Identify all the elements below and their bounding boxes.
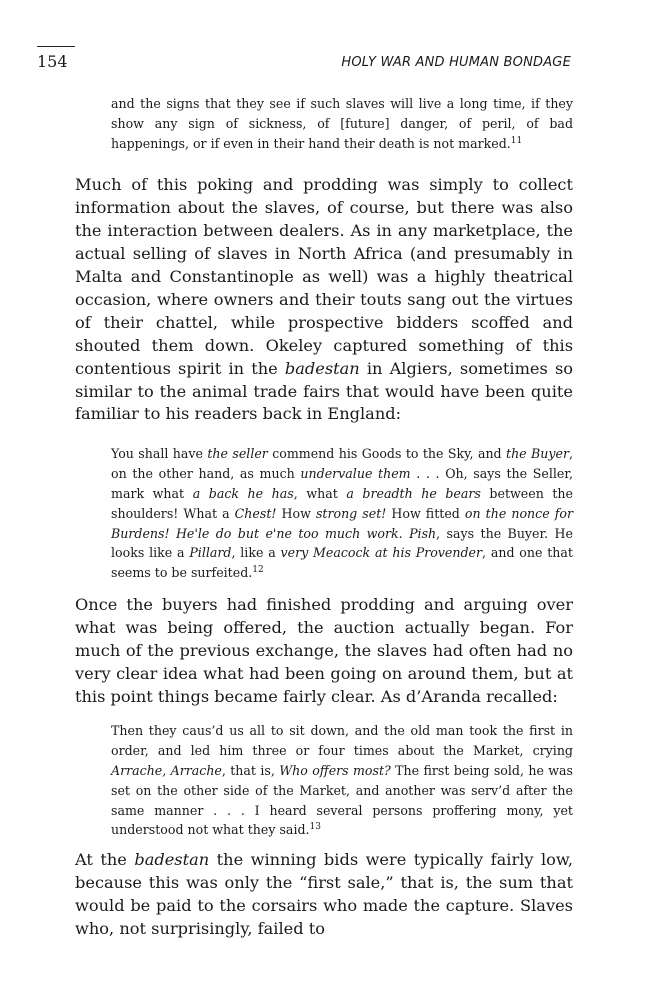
- quote-text: and the signs that they see if such slaves will live a long time, if they show any sign of sickness, of [future] danger, of peril, of bad happenings, or if even in their hand their death is not marked.: [111, 96, 573, 151]
- paragraph-text: in Algiers, sometimes so similar to the animal trade fairs that would have been quite familiar to his readers back in England:: [75, 358, 573, 424]
- italic-phrase: the seller: [207, 446, 268, 462]
- quote-text: , says the Buyer. He looks like a: [111, 525, 573, 561]
- italic-phrase: undervalue them: [300, 466, 411, 482]
- quote-text: Then they caus’d us all to sit down, and the old man took the first in order, and led him three or four times about the Market, crying: [111, 723, 573, 759]
- running-head: HOLY WAR AND HUMAN BONDAGE: [341, 55, 571, 70]
- italic-phrase: strong set!: [315, 505, 387, 521]
- italic-phrase: a breadth he bears: [346, 485, 481, 501]
- italic-phrase: on the nonce for Burdens! He'le do but e'ne too much work.: [111, 505, 573, 541]
- italic-phrase: very Meacock at his Provender: [280, 545, 483, 561]
- italic-phrase: Pillard: [189, 545, 232, 561]
- quote-text: . . . Oh, says the Seller, mark what: [111, 466, 573, 501]
- footnote-ref: 13: [309, 822, 321, 833]
- footnote-ref: 12: [252, 564, 264, 575]
- italic-phrase: the Buyer: [506, 446, 569, 462]
- italic-term: badestan: [134, 850, 210, 870]
- italic-phrase: Chest!: [234, 505, 277, 521]
- italic-term: badestan: [284, 358, 360, 378]
- quote-text: How fitted: [386, 505, 465, 521]
- quote-text: You shall have: [111, 446, 208, 462]
- block-quote-3: [111, 721, 573, 840]
- quote-text: between the shoulders! What a: [111, 485, 573, 521]
- paragraph-text: At the: [75, 850, 135, 870]
- page-content: [75, 94, 573, 941]
- italic-phrase: Who offers most?: [279, 763, 391, 779]
- quote-text: , what: [293, 485, 347, 501]
- paragraph-text: Much of this poking and prodding was simply to collect information about the slaves, of course, but there was also the interaction between dealers. As in any marketplace, the actual selling of slaves in North Africa (and presumably in Malta and Constantinople as well) was a highly theatrical occasion, where owners and their touts sang out the virtues of their chattel, while prospective bidders scoffed and shouted them down. Okeley captured something of this contentious spirit in the: [75, 175, 573, 378]
- block-quote-2: [111, 444, 573, 583]
- italic-phrase: Pish: [409, 525, 437, 541]
- italic-phrase: a back he has: [192, 485, 294, 501]
- quote-text: How: [276, 505, 316, 521]
- block-quote-1: [111, 94, 573, 153]
- quote-text: , on the other hand, as much: [111, 446, 573, 482]
- footnote-ref: 11: [510, 135, 523, 146]
- page-number: 154: [37, 52, 68, 71]
- header-rule: [37, 46, 75, 47]
- quote-text: The first being sold, he was set on the other side of the Market, and another was serv’d after the same manner . . . I heard several persons proffering mony, yet understood not what they said.: [111, 763, 574, 838]
- paragraph-text: Once the buyers had finished prodding and arguing over what was being offered, the auction actually began. For much of the previous exchange, the slaves had often had no very clear idea what had been going on around them, but at this point things became fairly clear. As d’Aranda recalled:: [75, 594, 573, 706]
- paragraph-3: [75, 849, 573, 941]
- paragraph-text: the winning bids were typically fairly low, because this was only the “first sale,” that is, the sum that would be paid to the corsairs who made the capture. Slaves who, not surprisingly, failed to: [75, 850, 573, 938]
- quote-text: , like a: [231, 545, 281, 561]
- quote-text: , that is,: [221, 763, 280, 779]
- quote-text: commend his Goods to the Sky, and: [267, 446, 507, 462]
- italic-phrase: Arrache, Arrache: [111, 763, 222, 779]
- paragraph-1: [75, 174, 573, 426]
- quote-text: , and one that seems to be surfeited.: [111, 545, 573, 581]
- paragraph-2: [75, 594, 573, 709]
